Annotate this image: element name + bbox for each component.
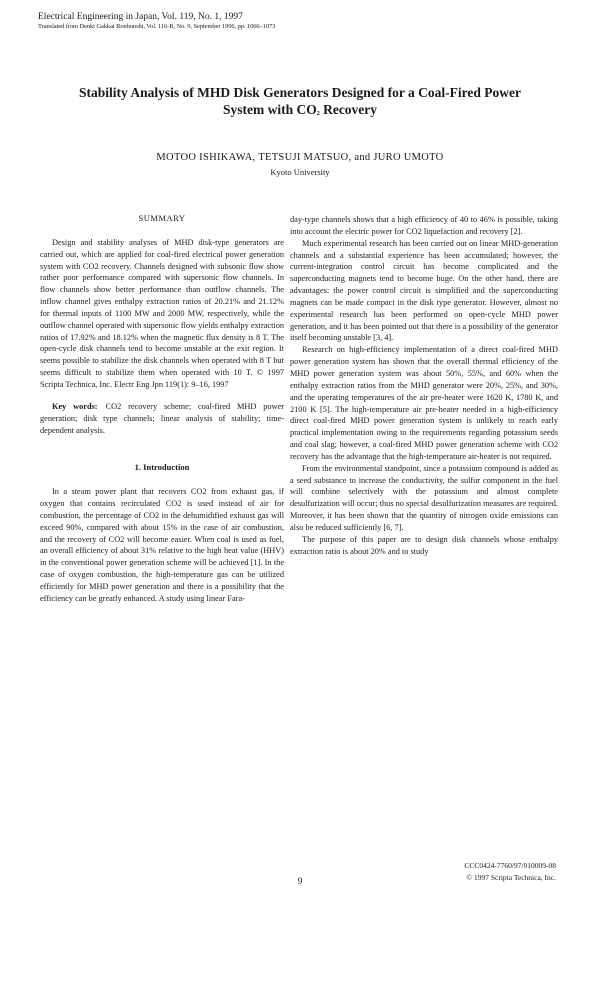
- summary-text: Design and stability analyses of MHD disk-type generators are carried out, which are applied for coal-fired electrical power generation system with CO2 recovery. Channels designed with subsonic flow show rather poor performance compared with supersonic flow channels. In flow channels show better performance than outflow channels. The inflow channel gives enthalpy extraction ratios of 20.21% and 21.12% for thermal inputs of 1100 MW and 2000 MW, respectively, while the outflow channel operated with supersonic flow yields enthalpy extraction ratios of 17.92% and 18.12% when the magnetic flux density is 8 T. The open-cycle disk channels tend to become unstable at the exit region. It seems possible to stabilize the disk channels when operated with 8 T but seems difficult to stabilize them when operated with 10 T. © 1997 Scripta Technica, Inc. Electr Eng Jpn 119(1): 9–16, 1997: [40, 237, 284, 389]
- article-code: [464, 860, 556, 884]
- running-header: [38, 12, 275, 31]
- intro-paragraph-3: Research on high-efficiency implementation of a direct coal-fired MHD power generation system has shown that the overall thermal efficiency of the MHD power generation system was about 50%, 55%, and 60% when the enthalpy extraction ratios from the MHD generator were 20%, 25%, and 30%, and the operating temperatures of the air pre-heater were 1620 K, 1780 K, and 2100 K [5]. The high-temperature air pre-heater needed in a high-efficiency direct coal-fired MHD power generation system is unlikely to reach early practical implementation owing to the requirements regarding potassium seeds and coal slag; however, a coal-fired MHD power generation scheme with CO2 recovery has the advantage that the high-temperature air-heater is not required.: [290, 345, 558, 461]
- author-list: MOTOO ISHIKAWA, TETSUJI MATSUO, and JURO UMOTO: [156, 152, 444, 163]
- keywords: [40, 401, 284, 437]
- intro-paragraph-2: Much experimental research has been carried out on linear MHD-generation channels and a substantial experience has been accumulated; however, the current-integration control circuit has become complicated and the superconducting magnets tend to become huge. On the other hand, there are advantages: the power control circuit is simplified and the superconducting magnets can be made compact in the disk type generator. However, almost no experimental research has been performed on open-cycle MHD power generation, and it has been pointed out that there is a possibility of the generator itself becoming unstable [3, 4].: [290, 238, 558, 343]
- page-number: 9: [297, 876, 303, 886]
- intro-paragraph-1: In a steam power plant that recovers CO2 from exhaust gas, if oxygen that contains recirculated CO2 is used instead of air for combustion, the percentage of CO2 in the dehumidified exhaust gas will exceed 90%, compared with about 15% in the case of air combustion, and the recovery of CO2 will become easier. When coal is used as fuel, an overall efficiency of about 31% relative to the high heat value (HHV) in the conventional power generation scheme will be achieved [1]. In the case of oxygen combustion, the high-temperature gas can be utilized efficiently for MHD power generation and there is a possibility that the efficiency can be greatly enhanced. A study using linear Fara-: [40, 487, 284, 603]
- copyright: © 1997 Scripta Technica, Inc.: [466, 873, 556, 882]
- title-line-1: Stability Analysis of MHD Disk Generators Designed for a Coal-Fired Power: [79, 85, 521, 100]
- translation-source: Translated from Denki Gakkai Ronbunshi, Vol. 116-B, No. 9, September 1996, pp. 1066–1073: [38, 23, 276, 30]
- intro-paragraph-5: The purpose of this paper are to design disk channels whose enthalpy extraction ratio is about 20% and to study: [290, 534, 558, 556]
- keywords-text: CO2 recovery scheme; coal-fired MHD power generation; disk type channels; linear analysis of stability; time-dependent analysis.: [40, 401, 284, 435]
- right-column: [290, 214, 558, 557]
- paper-title: [40, 84, 560, 123]
- journal-citation: Electrical Engineering in Japan, Vol. 119, No. 1, 1997: [38, 12, 243, 22]
- summary-heading: SUMMARY: [138, 213, 186, 223]
- intro-continuation: day-type channels shows that a high efficiency of 40 to 46% is possible, taking into account the electric power for CO2 liquefaction and recovery [2].: [290, 215, 558, 236]
- left-column: [40, 213, 284, 605]
- affiliation: Kyoto University: [270, 167, 330, 177]
- ccc-code: CCC0424-7760/97/010009-08: [464, 861, 556, 870]
- keywords-label: Key words:: [52, 401, 98, 411]
- title-line-2: System with CO2 Recovery: [222, 102, 378, 117]
- introduction-heading: 1. Introduction: [134, 462, 190, 473]
- intro-paragraph-4: From the environmental standpoint, since a potassium compound is added as a seed substance to increase the conductivity, the sulfur component in the fuel will combine selectively with the potassium and almost complete desulfurization will occur; thus no special desulfurization measures are required. Moreover, it has been shown that the quantity of nitrogen oxide emissions can also be reduced sufficiently [6, 7].: [290, 463, 558, 532]
